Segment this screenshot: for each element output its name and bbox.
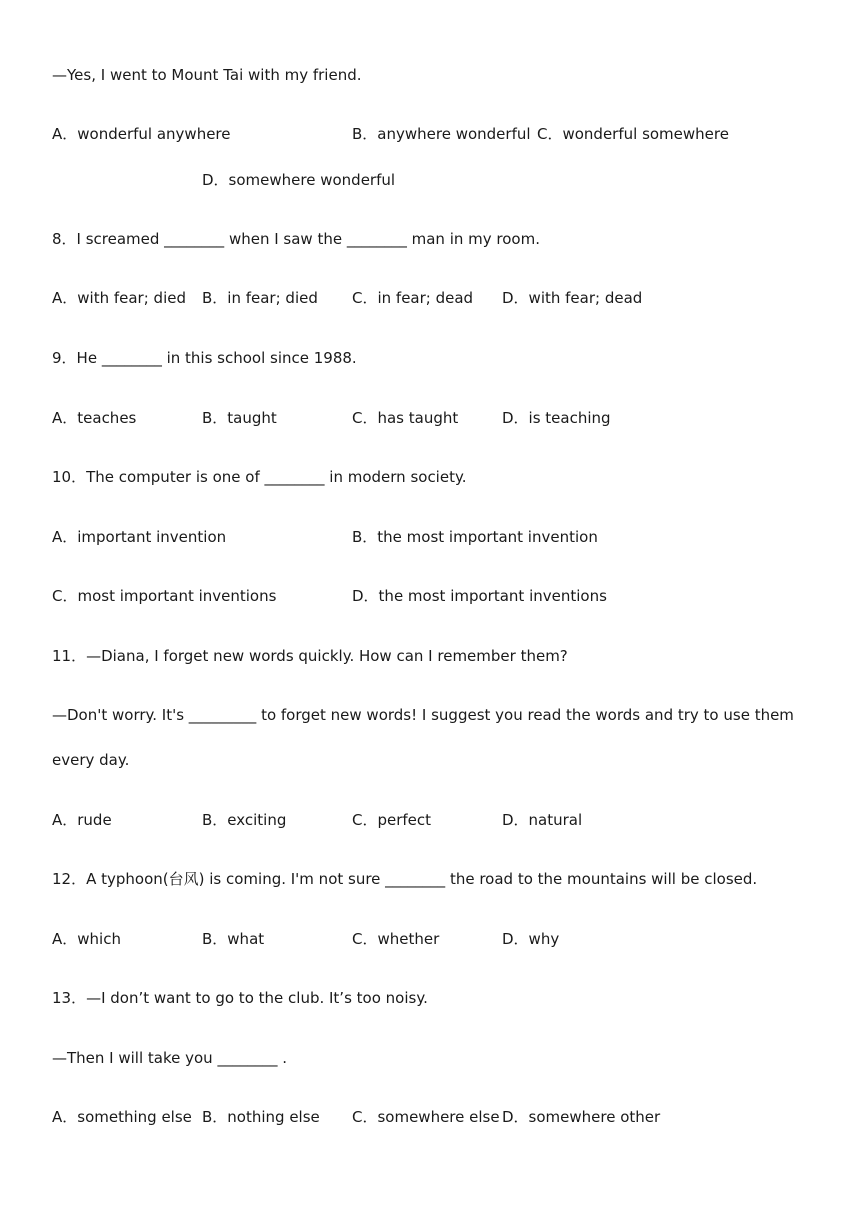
option-q9-b: B．taught xyxy=(202,409,277,427)
option-q12-a: A．which xyxy=(52,930,121,948)
question-11: 11．—Diana, I forget new words quickly. How can I remember them? xyxy=(52,647,568,665)
answer-line-q7: —Yes, I went to Mount Tai with my friend. xyxy=(52,66,362,84)
option-q10-b: B．the most important invention xyxy=(352,528,598,546)
option-q11-d: D．natural xyxy=(502,811,583,829)
option-q7-a: A．wonderful anywhere xyxy=(52,125,231,143)
option-q7-c: C．wonderful somewhere xyxy=(537,125,729,143)
option-q8-c: C．in fear; dead xyxy=(352,289,474,307)
question-12: 12．A typhoon(台风) is coming. I'm not sure ________ the road to the mountains will be closed. xyxy=(52,870,758,888)
option-q13-c: C．somewhere else xyxy=(352,1108,500,1126)
option-q13-a: A．something else xyxy=(52,1108,192,1126)
option-q8-a: A．with fear; died xyxy=(52,289,186,307)
option-q9-c: C．has taught xyxy=(352,409,459,427)
option-q11-c: C．perfect xyxy=(352,811,432,829)
option-q12-c: C．whether xyxy=(352,930,440,948)
question-13: 13．—I don’t want to go to the club. It’s too noisy. xyxy=(52,989,428,1007)
option-q13-b: B．nothing else xyxy=(202,1108,320,1126)
question-9: 9．He ________ in this school since 1988. xyxy=(52,349,357,367)
question-11-response: —Don't worry. It's _________ to forget new words! I suggest you read the words and try to use them every day. xyxy=(52,706,794,769)
option-q12-b: B．what xyxy=(202,930,265,948)
option-q10-a: A．important invention xyxy=(52,528,227,546)
option-q8-b: B．in fear; died xyxy=(202,289,318,307)
option-q11-b: B．exciting xyxy=(202,811,287,829)
option-q8-d: D．with fear; dead xyxy=(502,289,643,307)
option-q11-a: A．rude xyxy=(52,811,112,829)
option-q9-a: A．teaches xyxy=(52,409,137,427)
option-q7-b: B．anywhere wonderful xyxy=(352,125,531,143)
option-q10-c: C．most important inventions xyxy=(52,587,277,605)
option-q9-d: D．is teaching xyxy=(502,409,611,427)
option-q10-d: D．the most important inventions xyxy=(352,587,607,605)
option-q7-d: D．somewhere wonderful xyxy=(202,171,396,189)
question-8: 8．I screamed ________ when I saw the ________ man in my room. xyxy=(52,230,540,248)
option-q13-d: D．somewhere other xyxy=(502,1108,661,1126)
option-q12-d: D．why xyxy=(502,930,560,948)
question-13-response: —Then I will take you ________ . xyxy=(52,1049,287,1067)
question-10: 10．The computer is one of ________ in modern society. xyxy=(52,468,467,486)
